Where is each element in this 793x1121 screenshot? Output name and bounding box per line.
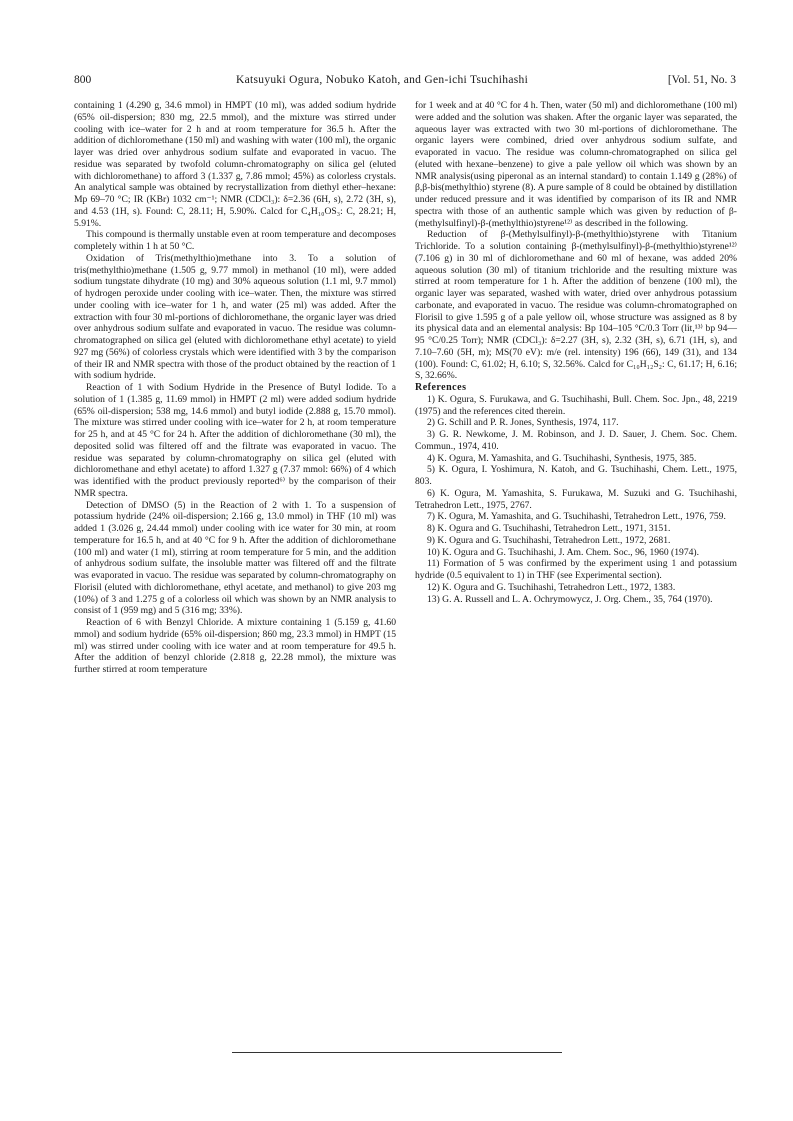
reference-list	[415, 394, 737, 606]
reference-item: 1) K. Ogura, S. Furukawa, and G. Tsuchihashi, Bull. Chem. Soc. Jpn., 48, 2219 (1975) and the references cited therein.	[415, 393, 737, 417]
reference-item: 7) K. Ogura, M. Yamashita, and G. Tsuchihashi, Tetrahedron Lett., 1976, 759.	[427, 511, 726, 523]
reference-item: 8) K. Ogura and G. Tsuchihashi, Tetrahedron Lett., 1971, 3151.	[427, 523, 671, 534]
section-oxidation: Oxidation of Tris(methylthio)methane into 3. To a solution of tris(methylthio)methane (1.505 g, 9.77 mmol) in methanol (10 ml), were added sodium tungstate dihydrate (10 mg) and 30% aqueous solution (1.1 ml, 9.7 mmol) of hydrogen peroxide under cooling with ice–water. Then, the mixture was stirred under cooling with ice–water for 1 h, and water (25 ml) was added. After the extraction with four 30 ml-portions of dichloromethane, the organic layer was dried over anhydrous sodium sulfate and evaporated in vacuo. The residue was column-chromatographed on silica gel (eluted with dichloromethane ethyl acetate) to yield 927 mg (56%) of colorless crystals which were identified with 3 by the comparison of their IR and NMR spectra with those of the product obtained by the reaction of 1 with sodium hydride.	[74, 252, 396, 382]
running-header	[74, 74, 736, 90]
section-benzyl-chloride: Reaction of 6 with Benzyl Chloride. A mixture containing 1 (5.159 g, 41.60 mmol) and sodium hydride (65% oil-dispersion; 860 mg, 23.3 mmol) in HMPT (15 ml) was stirred under cooling with ice water and at room temperature for 49.5 h. After the addition of benzyl chloride (2.818 g, 22.28 mmol), the mixture was further stirred at room temperature	[74, 617, 396, 675]
end-rule	[232, 1052, 562, 1053]
body-paragraph: This compound is thermally unstable even at room temperature and decomposes completely within 1 h at 50 °C.	[74, 229, 396, 252]
reference-item: 12) K. Ogura and G. Tsuchihashi, Tetrahedron Lett., 1972, 1383.	[427, 581, 676, 593]
body-paragraph: for 1 week and at 40 °C for 4 h. Then, water (50 ml) and dichloromethane (100 ml) were added and the solution was shaken. After the organic layer was separated, the aqueous layer was extracted with two 30 ml-portions of dichloromethane. The organic layers were combined, dried over anhydrous sodium sulfate, and evaporated in vacuo. The residue was column-chromatographed on silica gel (eluted with hexane–benzene) to give a pale yellow oil which was shown by an NMR analysis(using piperonal as an internal standard) to contain 1.149 g (28%) of β,β-bis(methylthio) styrene (8). A pure sample of 8 could be obtained by distillation under reduced pressure and it was identified by comparison of its IR and NMR spectra with those of an authentic sample which was given by reduction of β-(methylsulfinyl)-β-(methylthio)styrene¹²⁾ as described in the following.	[415, 100, 737, 229]
body-paragraph: containing 1 (4.290 g, 34.6 mmol) in HMPT (10 ml), was added sodium hydride (65% oil-dispersion; 830 mg, 22.5 mmol), and the mixture was stirred under cooling with ice–water for 2 h and at room temperature for 36.5 h. After the addition of dichloromethane (150 ml) and washing with water (100 ml), the organic layer was dried over anhydrous sodium sulfate and evaporated in vacuo. The residue was separated by twofold column-chromatography on silica gel (eluted with dichloromethane) to afford 3 (1.337 g, 7.86 mmol; 45%) as colorless crystals. An analytical sample was obtained by recrystallization from diethyl ether–hexane: Mp 69–70 °C; IR (KBr) 1032 cm⁻¹; NMR (CDCl₃): δ=2.36 (6H, s), 2.72 (3H, s), and 4.53 (1H, s). Found: C, 28.11; H, 5.90%. Calcd for C₄H₁₀OS₃: C, 28.21; H, 5.91%.	[74, 100, 396, 229]
reference-item: 11) Formation of 5 was confirmed by the experiment using 1 and potassium hydride (0.5 equivalent to 1) in THF (see Experimental section).	[415, 558, 737, 581]
references-heading: References	[415, 382, 467, 393]
reference-item: 4) K. Ogura, M. Yamashita, and G. Tsuchihashi, Synthesis, 1975, 385.	[427, 452, 697, 464]
page-number: 800	[74, 74, 92, 86]
reference-item: 3) G. R. Newkome, J. M. Robinson, and J. D. Sauer, J. Chem. Soc. Chem. Commun., 1974, 410.	[415, 429, 737, 452]
reference-item: 5) K. Ogura, I. Yoshimura, N. Katoh, and G. Tsuchihashi, Chem. Lett., 1975, 803.	[415, 464, 737, 487]
left-column	[74, 100, 396, 676]
reference-item: 2) G. Schill and P. R. Jones, Synthesis, 1974, 117.	[427, 417, 619, 429]
reference-item: 13) G. A. Russell and L. A. Ochrymowycz, J. Org. Chem., 35, 764 (1970).	[427, 593, 713, 605]
reference-item: 6) K. Ogura, M. Yamashita, S. Furukawa, M. Suzuki and G. Tsuchihashi, Tetrahedron Lett., 1975, 2767.	[415, 487, 737, 511]
running-authors: Katsuyuki Ogura, Nobuko Katoh, and Gen-ichi Tsuchihashi	[236, 74, 529, 86]
volume-issue: [Vol. 51, No. 3	[667, 74, 736, 86]
section-butyl-iodide: Reaction of 1 with Sodium Hydride in the Presence of Butyl Iodide. To a solution of 1 (1.385 g, 11.69 mmol) in HMPT (2 ml) were added sodium hydride (65% oil-dispersion; 538 mg, 14.6 mmol) and butyl iodide (2.888 g, 15.70 mmol). The mixture was stirred under cooling with ice–water for 2 h, at room temperature for 25 h, and at 45 °C for 24 h. After the addition of dichloromethane (30 ml), the deposited solid was filtered off and the filtrate was evaporated in vacuo. The residue was separated by column-chromatography on silica gel (eluted with dichloromethane and ethyl acetate) to afford 1.327 g (7.37 mmol: 66%) of 4 which was identified with the product previously reported⁶⁾ by the comparison of their NMR spectra.	[74, 382, 396, 499]
section-reduction: Reduction of β-(Methylsulfinyl)-β-(methylthio)styrene with Titanium Trichloride. To a solution containing β-(methylsulfinyl)-β-(methylthio)styrene¹²⁾ (7.106 g) in 30 ml of dichloromethane and 60 ml of hexane, was added 20% aqueous solution (30 ml) of titanium trichloride and the resulting mixture was stirred at room temperature for 1 h. After the addition of benzene (100 ml), the organic layer was separated, washed with water, dried over anhydrous potassium carbonate, and evaporated in vacuo. The residue was column-chromatographed on Florisil to give 1.595 g of a pale yellow oil, whose structure was assigned as 8 by its physical data and an elemental analysis: Bp 104–105 °C/0.3 Torr (lit,¹³⁾ bp 94—95 °C/0.25 Torr); NMR (CDCl₃): δ=2.27 (3H, s), 2.32 (3H, s), 6.71 (1H, s), and 7.10–7.60 (5H, m); MS(70 eV): m/e (rel. intensity) 196 (66), 149 (31), and 134 (100). Found: C, 61.02; H, 6.10; S, 32.56%. Calcd for C₁₀H₁₂S₂: C, 61.17; H, 6.16; S, 32.66%.	[415, 229, 737, 382]
section-dmso-detection: Detection of DMSO (5) in the Reaction of 2 with 1. To a suspension of potassium hydride (24% oil-dispersion; 2.166 g, 13.0 mmol) in THF (10 ml) was added 1 (3.026 g, 24.44 mmol) under cooling with ice water for 30 min, at room temperature for 16.5 h, and at 40 °C for 9 h. After the addition of dichloromethane (100 ml) and water (1 ml), stirring at room temperature for 5 min, and the addition of anhydrous sodium sulfate, the insoluble matter was filtered off and the filtrate was evaporated in vacuo. The residue was separated by column-chromatography on Florisil (eluted with dichloromethane, ethyl acetate, and methanol) to give 203 mg (10%) of 3 and 1.275 g of a colorless oil which was shown by an NMR analysis to consist of 1 (959 mg) and 5 (316 mg; 33%).	[74, 499, 396, 617]
reference-item: 9) K. Ogura and G. Tsuchihashi, Tetrahedron Lett., 1972, 2681.	[427, 534, 671, 546]
right-column	[415, 100, 737, 605]
reference-item: 10) K. Ogura and G. Tsuchihashi, J. Am. Chem. Soc., 96, 1960 (1974).	[427, 546, 700, 558]
